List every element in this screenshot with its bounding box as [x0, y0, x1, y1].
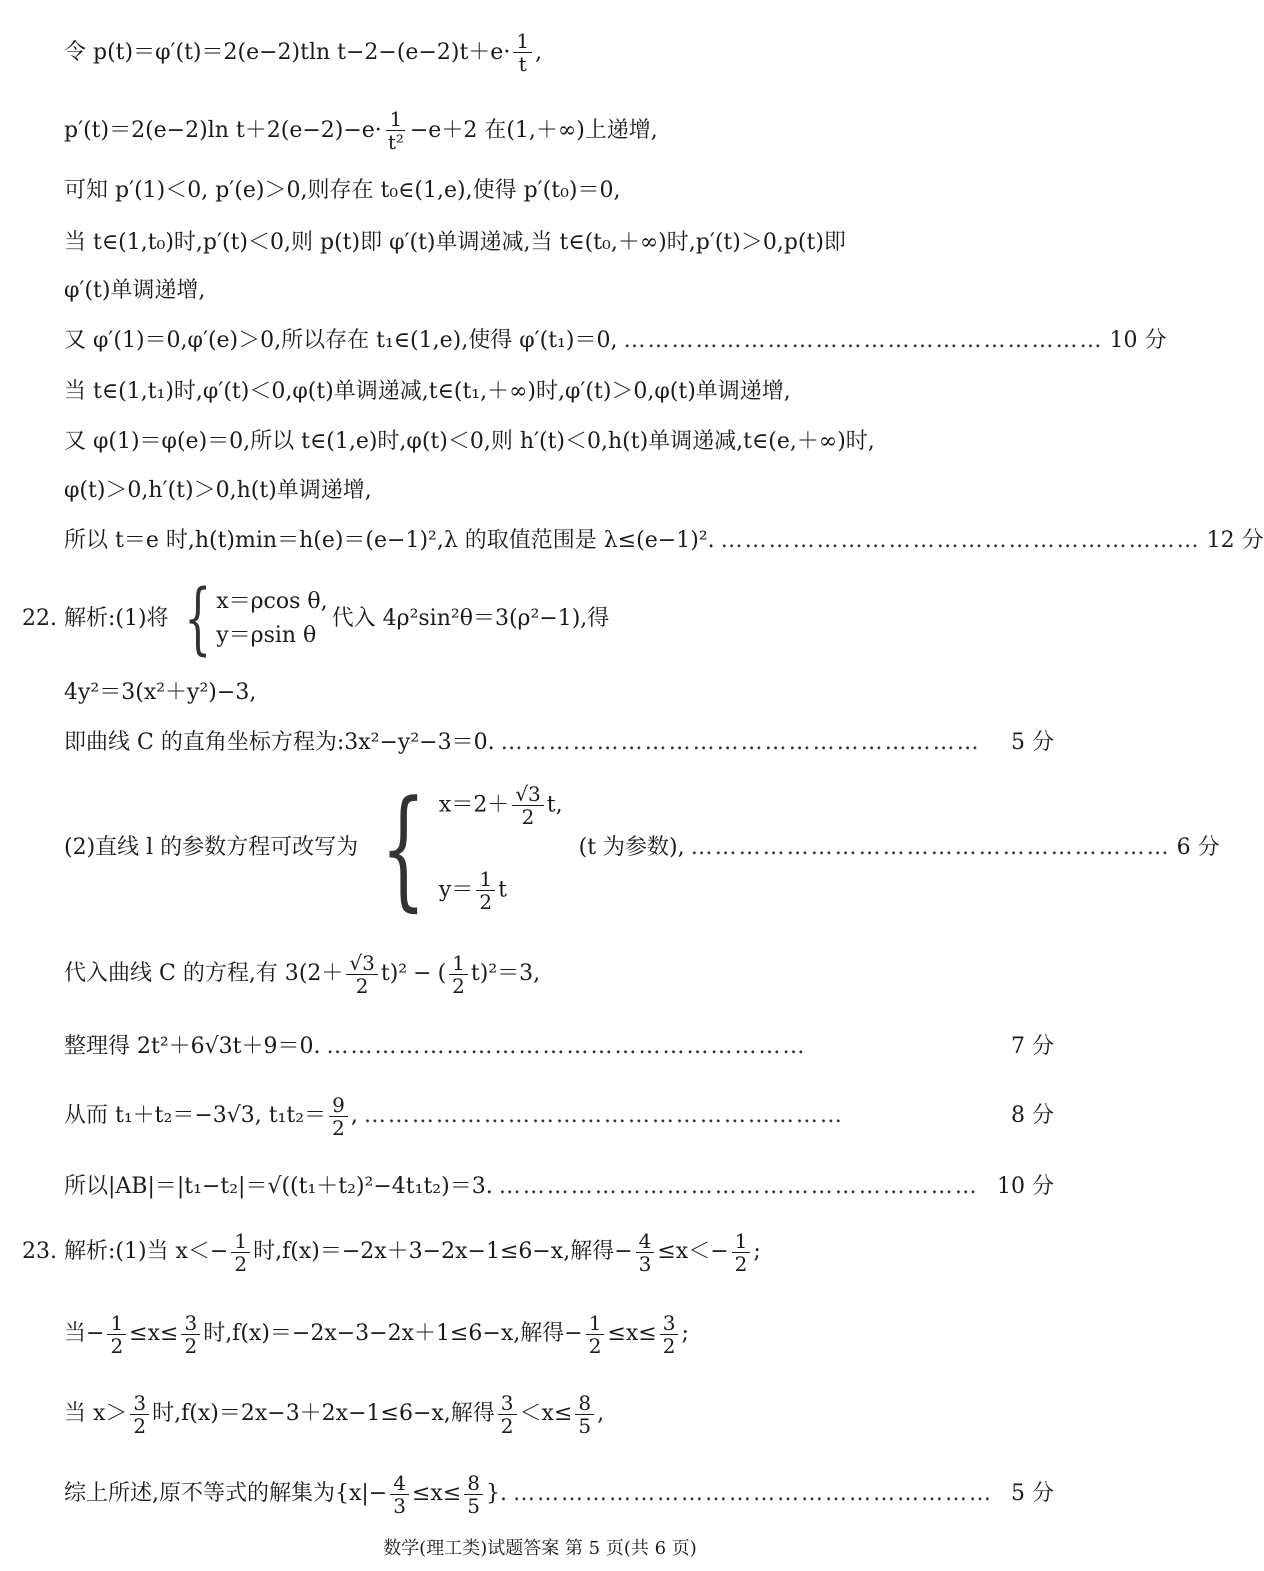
line-16: 整理得 2t²＋6√3t＋9＝0. …………………………………………………… 7 分: [64, 1032, 1054, 1062]
line-13: 即曲线 C 的直角坐标方程为:3x²−y²−3＝0. …………………………………………………… 5 分: [64, 728, 1054, 758]
dot-leader: ……………………………………………………: [720, 528, 1201, 553]
dot-leader: ……………………………………………………: [498, 1174, 979, 1199]
line-8: 又 φ(1)＝φ(e)＝0,所以 t∈(1,e)时,φ(t)＜0,则 h′(t)＜0,h(t)单调递减,t∈(e,＋∞)时,: [64, 429, 875, 454]
line-19-problem-23: 23. 解析:(1)当 x＜− $\frac{1}{2}$ 时,f(x)＝−2x＋3−2x−1≤6−x,解得− $\frac{4}{3}$ ≤x＜− $\frac{1}{2}$ ;: [22, 1228, 761, 1276]
line-17: 从而 t₁＋t₂＝−3√3, t₁t₂＝ $\frac{9}{2}$ , …………………………………………………… 8 分: [64, 1092, 1054, 1140]
line-1: 令 p(t)＝φ′(t)＝2(e−2)tln t−2−(e−2)t＋e· $\frac{1}{t}$ ,: [64, 29, 543, 76]
dot-leader: ……………………………………………………: [690, 835, 1171, 860]
line-10: 所以 t＝e 时,h(t)min＝h(e)＝(e−1)²,λ 的取值范围是 λ≤(e−1)². …………………………………………………… 12 分: [64, 526, 1054, 556]
score-label: 5 分: [1011, 730, 1054, 755]
line-22: 综上所述,原不等式的解集为{x|− $\frac{4}{3}$ ≤x≤ $\frac{8}{5}$ }. …………………………………………………… 5 分: [64, 1470, 1054, 1518]
score-label: 5 分: [1011, 1481, 1054, 1506]
dot-leader: ……………………………………………………: [500, 730, 981, 755]
line-6: 又 φ′(1)＝0,φ′(e)＞0,所以存在 t₁∈(1,e),使得 φ′(t₁)＝0, …………………………………………………… 10 分: [64, 326, 1054, 356]
line-18: 所以|AB|＝|t₁−t₂|＝√((t₁＋t₂)²−4t₁t₂)＝3. …………………………………………………… 10 分: [64, 1172, 1054, 1202]
score-label: 10 分: [997, 1174, 1054, 1199]
line-2: p′(t)＝2(e−2)ln t＋2(e−2)−e· $\frac{1}{\text{t²}}$ −e＋2 在(1,＋∞)上递增,: [64, 107, 658, 154]
line-12: 4y²＝3(x²＋y²)−3,: [64, 680, 257, 705]
line-5: φ′(t)单调递增,: [64, 278, 206, 303]
line-14: (2)直线 l 的参数方程可改写为 { x＝2＋ $\frac{√3}{2}$ t, y＝ $\frac{1}{2}$ t (t 为参数), …………………………………………………… 6 分: [64, 772, 1220, 924]
line-11-problem-22: 22. 解析:(1)将 { x＝ρcos θ, y＝ρsin θ 代入 4ρ²sin²θ＝3(ρ²−1),得: [22, 574, 610, 664]
dot-leader: ……………………………………………………: [513, 1481, 993, 1506]
score-label: 7 分: [1011, 1034, 1054, 1059]
line-4: 当 t∈(1,t₀)时,p′(t)＜0,则 p(t)即 φ′(t)单调递减,当 t∈(t₀,＋∞)时,p′(t)＞0,p(t)即: [64, 230, 846, 255]
score-label: 10 分: [1109, 328, 1167, 353]
line-3: 可知 p′(1)＜0, p′(e)＞0,则存在 t₀∈(1,e),使得 p′(t₀)＝0,: [64, 178, 621, 203]
line-20: 当− $\frac{1}{2}$ ≤x≤ $\frac{3}{2}$ 时,f(x)＝−2x−3−2x＋1≤6−x,解得− $\frac{1}{2}$ ≤x≤ $\frac{3}{2}$ ;: [64, 1310, 689, 1358]
score-label: 6 分: [1176, 835, 1220, 860]
equation-system: { x＝ρcos θ, y＝ρsin θ: [183, 574, 328, 664]
line-7: 当 t∈(1,t₁)时,φ′(t)＜0,φ(t)单调递减,t∈(t₁,＋∞)时,φ′(t)＞0,φ(t)单调递增,: [64, 379, 791, 404]
dot-leader: ……………………………………………………: [623, 328, 1104, 353]
score-label: 12 分: [1206, 528, 1264, 553]
line-9: φ(t)＞0,h′(t)＞0,h(t)单调递增,: [64, 478, 372, 503]
fraction: $\frac{1}{t}$: [513, 30, 532, 75]
line-21: 当 x＞ $\frac{3}{2}$ 时,f(x)＝2x−3＋2x−1≤6−x,解得 $\frac{3}{2}$ ＜x≤ $\frac{8}{5}$ ,: [64, 1390, 605, 1438]
line-15: 代入曲线 C 的方程,有 3 (2＋ $\frac{√3}{2}$ t)² − ( $\frac{1}{2}$ t)² ＝3,: [64, 950, 541, 998]
left-brace-icon: {: [380, 772, 427, 924]
parametric-system: { x＝2＋ $\frac{√3}{2}$ t, y＝ $\frac{1}{2}$ t: [380, 772, 563, 924]
fraction: $\frac{1}{\text{t²}}$: [387, 107, 404, 154]
left-brace-icon: {: [183, 574, 212, 664]
score-label: 8 分: [1011, 1103, 1054, 1128]
dot-leader: ……………………………………………………: [326, 1034, 807, 1059]
page-footer: 数学(理工类)试题答案 第 5 页(共 6 页): [383, 1538, 697, 1559]
dot-leader: ……………………………………………………: [363, 1103, 844, 1128]
